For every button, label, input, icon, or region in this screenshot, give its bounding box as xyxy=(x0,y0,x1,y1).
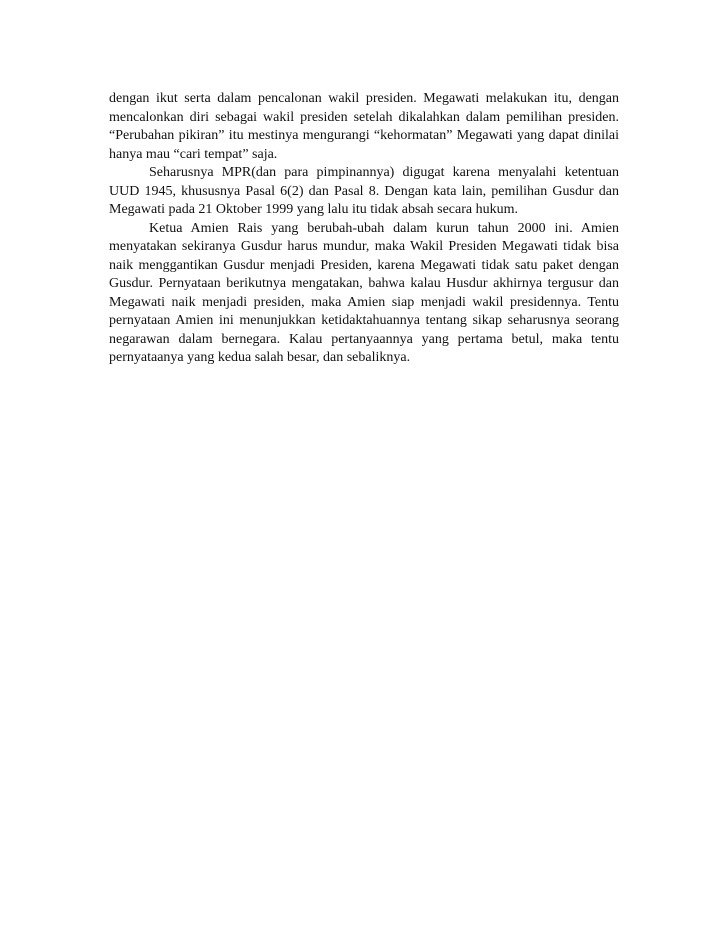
paragraph-2: Seharusnya MPR(dan para pimpinannya) digugat karena menyalahi ketentuan UUD 1945, khususnya Pasal 6(2) dan Pasal 8. Dengan kata lain, pemilihan Gusdur dan Megawati pada 21 Oktober 1999 yang lalu itu tidak absah secara hukum. xyxy=(109,165,619,217)
paragraph-1: dengan ikut serta dalam pencalonan wakil presiden. Megawati melakukan itu, dengan mencalonkan diri sebagai wakil presiden setelah dikalahkan dalam pemilihan presiden. “Perubahan pikiran” itu mestinya mengurangi “kehormatan” Megawati yang dapat dinilai hanya mau “cari tempat” saja. xyxy=(109,91,619,162)
document-body xyxy=(109,90,619,368)
paragraph-3: Ketua Amien Rais yang berubah-ubah dalam kurun tahun 2000 ini. Amien menyatakan sekiranya Gusdur harus mundur, maka Wakil Presiden Megawati tidak bisa naik menggantikan Gusdur menjadi Presiden, karena Megawati tidak satu paket dengan Gusdur. Pernyataan berikutnya mengatakan, bahwa kalau Husdur akhirnya tergusur dan Megawati naik menjadi presiden, maka Amien siap menjadi wakil presidennya. Tentu pernyataan Amien ini menunjukkan ketidaktahuannya tentang sikap seharusnya seorang negarawan dalam bernegara. Kalau pertanyaannya yang pertama betul, maka tentu pernyataanya yang kedua salah besar, dan sebaliknya. xyxy=(109,220,619,365)
